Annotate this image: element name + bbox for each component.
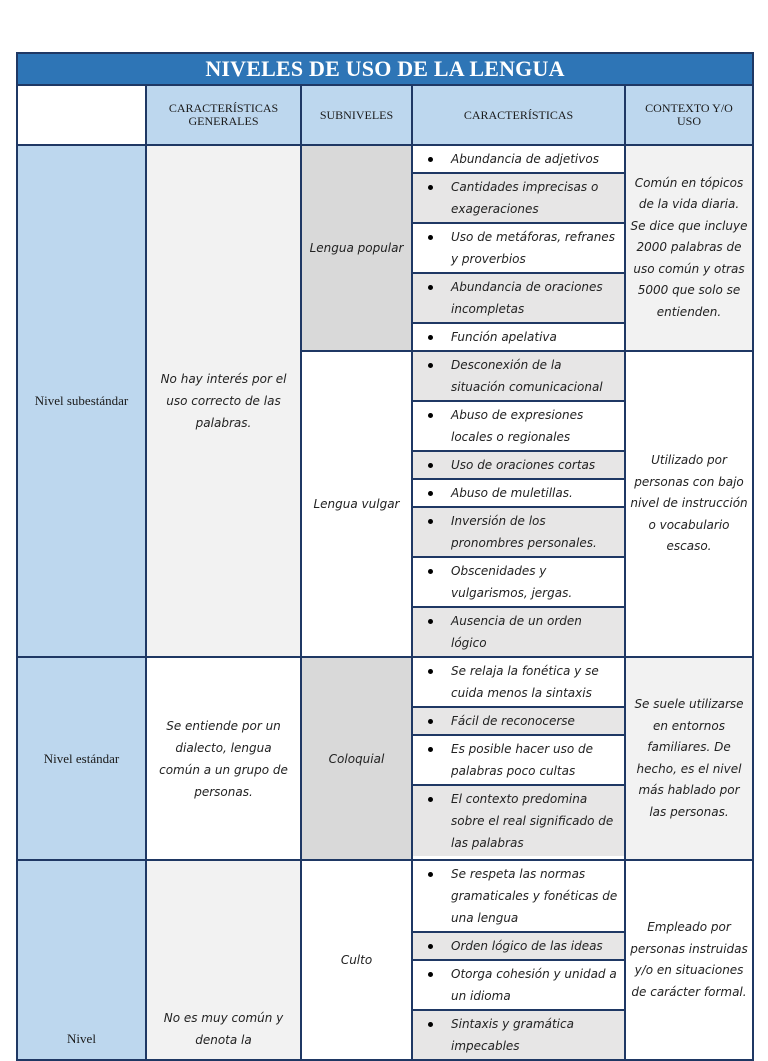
header-blank-cell <box>17 85 146 145</box>
header-row <box>17 85 753 145</box>
list-item: Se relaja la fonética y se cuida menos la sintaxis <box>413 658 624 708</box>
list-item: Otorga cohesión y unidad a un idioma <box>413 961 624 1011</box>
sublevel-cell: Lengua vulgar <box>301 351 412 657</box>
list-item: Es posible hacer uso de palabras poco cultas <box>413 736 624 786</box>
bullet-icon <box>428 463 433 468</box>
bullet-icon <box>428 285 433 290</box>
bullet-icon <box>428 797 433 802</box>
bullet-icon <box>428 872 433 877</box>
bullet-icon <box>428 491 433 496</box>
level-cell: Nivel estándar <box>17 657 146 860</box>
bullet-icon <box>428 363 433 368</box>
header-characteristics: CARACTERÍSTICAS <box>412 85 625 145</box>
characteristics-cell <box>412 860 625 1060</box>
bullet-icon <box>428 747 433 752</box>
list-item: Fácil de reconocerse <box>413 708 624 736</box>
bullet-icon <box>428 719 433 724</box>
list-item: Inversión de los pronombres personales. <box>413 508 624 558</box>
general-characteristics-cell: Se entiende por un dialecto, lengua común a un grupo de personas. <box>146 657 301 860</box>
context-cell: Empleado por personas instruidas y/o en situaciones de carácter formal. <box>625 860 753 1060</box>
list-item: Uso de metáforas, refranes y proverbios <box>413 224 624 274</box>
characteristics-list <box>413 861 624 1059</box>
bullet-icon <box>428 669 433 674</box>
table-frame <box>16 52 752 1053</box>
list-item: Obscenidades y vulgarismos, jergas. <box>413 558 624 608</box>
list-item: Abundancia de oraciones incompletas <box>413 274 624 324</box>
bullet-icon <box>428 619 433 624</box>
general-characteristics-cell: No hay interés por el uso correcto de las palabras. <box>146 145 301 657</box>
general-characteristics-cell: No es muy común y denota la <box>146 860 301 1060</box>
bullet-icon <box>428 235 433 240</box>
list-item: Se respeta las normas gramaticales y fonéticas de una lengua <box>413 861 624 933</box>
characteristics-cell <box>412 657 625 860</box>
list-item: Abuso de muletillas. <box>413 480 624 508</box>
levels-table <box>16 52 754 1061</box>
bullet-icon <box>428 157 433 162</box>
characteristics-cell <box>412 145 625 351</box>
characteristics-cell <box>412 351 625 657</box>
header-context: CONTEXTO Y/O USO <box>625 85 753 145</box>
list-item: Función apelativa <box>413 324 624 350</box>
characteristics-list <box>413 352 624 656</box>
context-cell: Utilizado por personas con bajo nivel de instrucción o vocabulario escaso. <box>625 351 753 657</box>
list-item: Abuso de expresiones locales o regionales <box>413 402 624 452</box>
header-general-characteristics: CARACTERÍSTICAS GENERALES <box>146 85 301 145</box>
list-item: Ausencia de un orden lógico <box>413 608 624 656</box>
bullet-icon <box>428 335 433 340</box>
row-coloquial <box>17 657 753 860</box>
context-cell: Común en tópicos de la vida diaria. Se dice que incluye 2000 palabras de uso común y otras 5000 que solo se entienden. <box>625 145 753 351</box>
list-item: Uso de oraciones cortas <box>413 452 624 480</box>
row-culto <box>17 860 753 1060</box>
title-row <box>17 53 753 85</box>
list-item: Desconexión de la situación comunicacional <box>413 352 624 402</box>
context-cell: Se suele utilizarse en entornos familiares. De hecho, es el nivel más hablado por las personas. <box>625 657 753 860</box>
header-sublevels: SUBNIVELES <box>301 85 412 145</box>
bullet-icon <box>428 519 433 524</box>
level-cell: Nivel subestándar <box>17 145 146 657</box>
characteristics-list <box>413 658 624 856</box>
list-item: Sintaxis y gramática impecables <box>413 1011 624 1059</box>
bullet-icon <box>428 569 433 574</box>
bullet-icon <box>428 944 433 949</box>
list-item: Abundancia de adjetivos <box>413 146 624 174</box>
bullet-icon <box>428 185 433 190</box>
bullet-icon <box>428 413 433 418</box>
list-item: Orden lógico de las ideas <box>413 933 624 961</box>
level-cell: Nivel <box>17 860 146 1060</box>
bullet-icon <box>428 972 433 977</box>
sublevel-cell: Coloquial <box>301 657 412 860</box>
bullet-icon <box>428 1022 433 1027</box>
row-lengua-popular <box>17 145 753 351</box>
list-item: Cantidades imprecisas o exageraciones <box>413 174 624 224</box>
sublevel-cell: Culto <box>301 860 412 1060</box>
sublevel-cell: Lengua popular <box>301 145 412 351</box>
list-item: El contexto predomina sobre el real significado de las palabras <box>413 786 624 856</box>
table-title: NIVELES DE USO DE LA LENGUA <box>17 53 753 85</box>
characteristics-list <box>413 146 624 350</box>
